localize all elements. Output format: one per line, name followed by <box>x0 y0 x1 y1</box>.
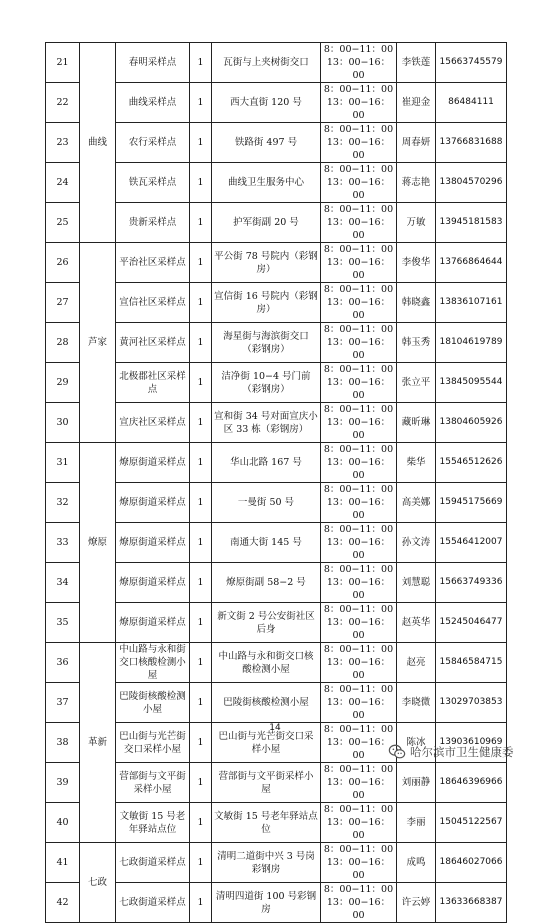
site-name-cell: 宣信社区采样点 <box>116 283 190 323</box>
phone-cell: 15663749336 <box>436 563 507 603</box>
hours-line: 13：00−16：00 <box>326 857 391 881</box>
address-cell: 文敏街 15 号老年驿站点位 <box>212 803 321 843</box>
hours-line: 13：00−16：00 <box>326 297 391 321</box>
count-cell: 1 <box>190 603 212 643</box>
hours-line: 8：00−11：00 <box>323 724 394 735</box>
hours-cell <box>321 683 397 723</box>
hours-line: 8：00−11：00 <box>323 764 394 775</box>
hours-line: 13：00−16：00 <box>326 257 391 281</box>
count-cell: 1 <box>190 363 212 403</box>
site-name-cell: 中山路与永和街交口核酸检测小屋 <box>116 643 190 683</box>
hours-line: 8：00−11：00 <box>323 364 394 375</box>
contact-person-cell: 成鸣 <box>397 843 436 883</box>
site-name-cell: 燎原街道采样点 <box>116 563 190 603</box>
contact-person-cell: 李晓微 <box>397 683 436 723</box>
phone-cell: 13029703853 <box>436 683 507 723</box>
site-name-cell: 农行采样点 <box>116 123 190 163</box>
hours-line: 13：00−16：00 <box>326 337 391 361</box>
site-name-cell: 铁瓦采样点 <box>116 163 190 203</box>
count-cell: 1 <box>190 803 212 843</box>
hours-line: 8：00−11：00 <box>323 444 394 455</box>
row-number-cell: 26 <box>46 243 80 283</box>
phone-cell: 86484111 <box>436 83 507 123</box>
hours-line: 13：00−16：00 <box>326 577 391 601</box>
address-cell: 中山路与永和街交口核酸检测小屋 <box>212 643 321 683</box>
phone-cell: 15546412007 <box>436 523 507 563</box>
hours-line: 8：00−11：00 <box>323 204 394 215</box>
table-row <box>46 843 507 883</box>
address-cell: 清明四道街 100 号彩钢房 <box>212 883 321 923</box>
hours-cell <box>321 643 397 683</box>
count-cell: 1 <box>190 403 212 443</box>
row-number-cell: 42 <box>46 883 80 923</box>
count-cell: 1 <box>190 203 212 243</box>
address-cell: 洁净街 10−4 号门前（彩钢房） <box>212 363 321 403</box>
address-cell: 宣和街 34 号对面宣庆小区 33 栋（彩钢房） <box>212 403 321 443</box>
site-name-cell: 燎原街道采样点 <box>116 523 190 563</box>
contact-person-cell: 陈冰 <box>397 723 436 763</box>
phone-cell: 15663745579 <box>436 43 507 83</box>
hours-cell <box>321 403 397 443</box>
row-number-cell: 39 <box>46 763 80 803</box>
hours-line: 8：00−11：00 <box>323 604 394 615</box>
hours-line: 13：00−16：00 <box>326 137 391 161</box>
site-name-cell: 巴陵街核酸检测小屋 <box>116 683 190 723</box>
hours-cell <box>321 523 397 563</box>
contact-person-cell: 周春妍 <box>397 123 436 163</box>
count-cell: 1 <box>190 243 212 283</box>
contact-person-cell: 蒋志艳 <box>397 163 436 203</box>
count-cell: 1 <box>190 443 212 483</box>
district-cell: 革新 <box>80 643 116 843</box>
row-number-cell: 40 <box>46 803 80 843</box>
hours-cell <box>321 563 397 603</box>
address-cell: 巴山街与光芒街交口采样小屋 <box>212 723 321 763</box>
address-cell: 瓦街与上夹树街交口 <box>212 43 321 83</box>
phone-cell: 13633668387 <box>436 883 507 923</box>
row-number-cell: 34 <box>46 563 80 603</box>
row-number-cell: 28 <box>46 323 80 363</box>
hours-line: 8：00−11：00 <box>323 484 394 495</box>
site-name-cell: 平治社区采样点 <box>116 243 190 283</box>
phone-cell: 13804570296 <box>436 163 507 203</box>
phone-cell: 13903610969 <box>436 723 507 763</box>
hours-line: 8：00−11：00 <box>323 564 394 575</box>
district-cell: 芦家 <box>80 243 116 443</box>
phone-cell: 18646027066 <box>436 843 507 883</box>
hours-line: 13：00−16：00 <box>326 897 391 921</box>
table-row <box>46 443 507 483</box>
hours-line: 8：00−11：00 <box>323 844 394 855</box>
row-number-cell: 21 <box>46 43 80 83</box>
row-number-cell: 24 <box>46 163 80 203</box>
contact-person-cell: 崔迎金 <box>397 83 436 123</box>
phone-cell: 13845095544 <box>436 363 507 403</box>
table-row <box>46 163 507 203</box>
table-row <box>46 43 507 83</box>
table-row <box>46 203 507 243</box>
site-name-cell: 营部街与文平街采样小屋 <box>116 763 190 803</box>
address-cell: 宣信街 16 号院内（彩钢房） <box>212 283 321 323</box>
contact-person-cell: 李铁莲 <box>397 43 436 83</box>
row-number-cell: 38 <box>46 723 80 763</box>
hours-line: 13：00−16：00 <box>326 217 391 241</box>
district-cell: 七政 <box>80 843 116 923</box>
phone-cell: 15045122567 <box>436 803 507 843</box>
hours-cell <box>321 763 397 803</box>
hours-line: 8：00−11：00 <box>323 404 394 415</box>
phone-cell: 15846584715 <box>436 643 507 683</box>
hours-cell <box>321 803 397 843</box>
hours-line: 13：00−16：00 <box>326 777 391 801</box>
hours-line: 8：00−11：00 <box>323 164 394 175</box>
hours-cell <box>321 123 397 163</box>
address-cell: 铁路街 497 号 <box>212 123 321 163</box>
count-cell: 1 <box>190 43 212 83</box>
address-cell: 营部街与文平街采样小屋 <box>212 763 321 803</box>
table-row <box>46 683 507 723</box>
site-name-cell: 七政街道采样点 <box>116 843 190 883</box>
address-cell: 平公街 78 号院内（彩钢房） <box>212 243 321 283</box>
row-number-cell: 36 <box>46 643 80 683</box>
hours-cell <box>321 83 397 123</box>
hours-line: 13：00−16：00 <box>326 417 391 441</box>
address-cell: 南通大街 145 号 <box>212 523 321 563</box>
address-cell: 曲线卫生服务中心 <box>212 163 321 203</box>
count-cell: 1 <box>190 483 212 523</box>
row-number-cell: 27 <box>46 283 80 323</box>
hours-cell <box>321 443 397 483</box>
count-cell: 1 <box>190 523 212 563</box>
table-row <box>46 523 507 563</box>
row-number-cell: 30 <box>46 403 80 443</box>
table-row <box>46 283 507 323</box>
address-cell: 巴陵街核酸检测小屋 <box>212 683 321 723</box>
table-row <box>46 643 507 683</box>
contact-person-cell: 韩晓鑫 <box>397 283 436 323</box>
table-row <box>46 363 507 403</box>
hours-line: 13：00−16：00 <box>326 97 391 121</box>
row-number-cell: 33 <box>46 523 80 563</box>
hours-line: 13：00−16：00 <box>326 497 391 521</box>
contact-person-cell: 韩玉秀 <box>397 323 436 363</box>
contact-person-cell: 柴华 <box>397 443 436 483</box>
contact-person-cell: 孙文涛 <box>397 523 436 563</box>
hours-line: 13：00−16：00 <box>326 177 391 201</box>
site-name-cell: 贵新采样点 <box>116 203 190 243</box>
watermark-text: 哈尔滨市卫生健康委 <box>410 745 514 759</box>
hours-cell <box>321 203 397 243</box>
phone-cell: 15546512626 <box>436 443 507 483</box>
site-name-cell: 燎原街道采样点 <box>116 603 190 643</box>
hours-line: 13：00−16：00 <box>326 697 391 721</box>
site-name-cell: 燎原街道采样点 <box>116 443 190 483</box>
contact-person-cell: 刘慧聪 <box>397 563 436 603</box>
row-number-cell: 35 <box>46 603 80 643</box>
table-row <box>46 803 507 843</box>
contact-person-cell: 张立平 <box>397 363 436 403</box>
hours-line: 13：00−16：00 <box>326 537 391 561</box>
hours-cell <box>321 243 397 283</box>
hours-line: 8：00−11：00 <box>323 884 394 895</box>
row-number-cell: 29 <box>46 363 80 403</box>
hours-cell <box>321 43 397 83</box>
address-cell: 燎原街副 58−2 号 <box>212 563 321 603</box>
phone-cell: 13945181583 <box>436 203 507 243</box>
site-name-cell: 燎原街道采样点 <box>116 483 190 523</box>
table-row <box>46 323 507 363</box>
wechat-icon <box>388 743 406 761</box>
row-number-cell: 37 <box>46 683 80 723</box>
phone-cell: 15945175669 <box>436 483 507 523</box>
district-cell: 曲线 <box>80 43 116 243</box>
hours-cell <box>321 603 397 643</box>
hours-line: 8：00−11：00 <box>323 324 394 335</box>
hours-cell <box>321 883 397 923</box>
address-cell: 护军街副 20 号 <box>212 203 321 243</box>
row-number-cell: 41 <box>46 843 80 883</box>
row-number-cell: 22 <box>46 83 80 123</box>
hours-line: 13：00−16：00 <box>326 377 391 401</box>
table-row <box>46 883 507 923</box>
sampling-points-table <box>45 42 507 923</box>
contact-person-cell: 李丽 <box>397 803 436 843</box>
contact-person-cell: 许云婷 <box>397 883 436 923</box>
row-number-cell: 25 <box>46 203 80 243</box>
hours-line: 8：00−11：00 <box>323 124 394 135</box>
count-cell: 1 <box>190 883 212 923</box>
hours-line: 8：00−11：00 <box>323 244 394 255</box>
page-number: 14 <box>269 723 281 733</box>
table-row <box>46 563 507 603</box>
address-cell: 一曼街 50 号 <box>212 483 321 523</box>
phone-cell: 13836107161 <box>436 283 507 323</box>
address-cell: 华山北路 167 号 <box>212 443 321 483</box>
address-cell: 新文街 2 号公安街社区后身 <box>212 603 321 643</box>
table-row <box>46 603 507 643</box>
hours-line: 8：00−11：00 <box>323 644 394 655</box>
contact-person-cell: 赵英华 <box>397 603 436 643</box>
hours-line: 8：00−11：00 <box>323 524 394 535</box>
count-cell: 1 <box>190 83 212 123</box>
hours-line: 13：00−16：00 <box>326 817 391 841</box>
count-cell: 1 <box>190 563 212 603</box>
hours-line: 13：00−16：00 <box>326 457 391 481</box>
count-cell: 1 <box>190 723 212 763</box>
site-name-cell: 七政街道采样点 <box>116 883 190 923</box>
count-cell: 1 <box>190 763 212 803</box>
site-name-cell: 巴山街与光芒街交口采样小屋 <box>116 723 190 763</box>
table-row <box>46 83 507 123</box>
hours-line: 8：00−11：00 <box>323 684 394 695</box>
contact-person-cell: 李俊华 <box>397 243 436 283</box>
phone-cell: 13766864644 <box>436 243 507 283</box>
count-cell: 1 <box>190 283 212 323</box>
site-name-cell: 文敏街 15 号老年驿站点位 <box>116 803 190 843</box>
contact-person-cell: 万敏 <box>397 203 436 243</box>
hours-cell <box>321 323 397 363</box>
contact-person-cell: 赵亮 <box>397 643 436 683</box>
hours-cell <box>321 483 397 523</box>
hours-cell <box>321 363 397 403</box>
address-cell: 海星街与海滨街交口（彩钢房） <box>212 323 321 363</box>
hours-line: 13：00−16：00 <box>326 57 391 81</box>
row-number-cell: 23 <box>46 123 80 163</box>
district-cell: 燎原 <box>80 443 116 643</box>
table-row <box>46 403 507 443</box>
count-cell: 1 <box>190 683 212 723</box>
address-cell: 西大直街 120 号 <box>212 83 321 123</box>
site-name-cell: 春明采样点 <box>116 43 190 83</box>
phone-cell: 13804605926 <box>436 403 507 443</box>
hours-line: 8：00−11：00 <box>323 284 394 295</box>
phone-cell: 18646396966 <box>436 763 507 803</box>
count-cell: 1 <box>190 163 212 203</box>
address-cell: 清明二道街中兴 3 号岗彩钢房 <box>212 843 321 883</box>
table-row <box>46 123 507 163</box>
hours-cell <box>321 843 397 883</box>
count-cell: 1 <box>190 643 212 683</box>
hours-line: 8：00−11：00 <box>323 44 394 55</box>
contact-person-cell: 高美娜 <box>397 483 436 523</box>
site-name-cell: 曲线采样点 <box>116 83 190 123</box>
table-row <box>46 483 507 523</box>
count-cell: 1 <box>190 843 212 883</box>
site-name-cell: 黄河社区采样点 <box>116 323 190 363</box>
count-cell: 1 <box>190 323 212 363</box>
contact-person-cell: 刘丽静 <box>397 763 436 803</box>
site-name-cell: 北极郡社区采样点 <box>116 363 190 403</box>
hours-line: 13：00−16：00 <box>326 617 391 641</box>
row-number-cell: 32 <box>46 483 80 523</box>
phone-cell: 15245046477 <box>436 603 507 643</box>
row-number-cell: 31 <box>46 443 80 483</box>
hours-cell <box>321 283 397 323</box>
count-cell: 1 <box>190 123 212 163</box>
phone-cell: 13766831688 <box>436 123 507 163</box>
contact-person-cell: 藏昕琳 <box>397 403 436 443</box>
site-name-cell: 宣庆社区采样点 <box>116 403 190 443</box>
hours-line: 13：00−16：00 <box>326 737 391 761</box>
hours-cell <box>321 163 397 203</box>
table-row <box>46 763 507 803</box>
hours-line: 8：00−11：00 <box>323 84 394 95</box>
table-row <box>46 243 507 283</box>
watermark <box>388 742 514 762</box>
hours-line: 13：00−16：00 <box>326 657 391 681</box>
phone-cell: 18104619789 <box>436 323 507 363</box>
hours-line: 8：00−11：00 <box>323 804 394 815</box>
